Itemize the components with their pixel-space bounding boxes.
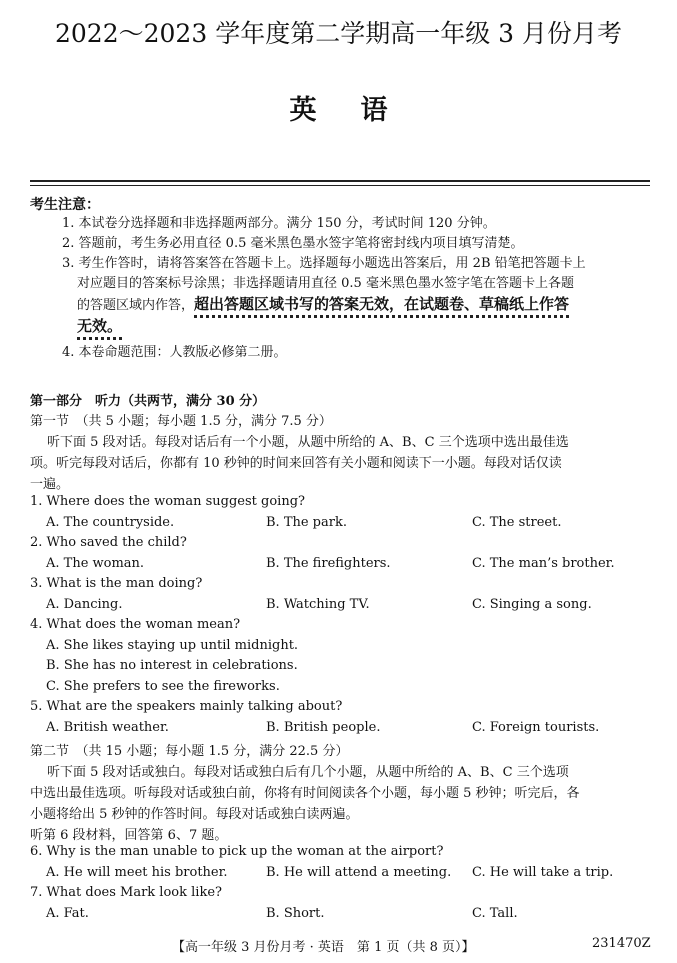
q3-option-c: C. Singing a song.: [472, 597, 592, 612]
question-2: 2. Who saved the child?: [30, 535, 187, 550]
notice-item-3-cont2: [77, 294, 650, 316]
q6-option-c: C. He will take a trip.: [472, 865, 614, 880]
q4-option-a: A. She likes staying up until midnight.: [46, 638, 299, 653]
section2-heading: 第二节 （共 15 小题；每小题 1.5 分，满分 22.5 分）: [30, 744, 349, 759]
notice-item-1: 1. 本试卷分选择题和非选择题两部分。满分 150 分，考试时间 120 分钟。: [62, 216, 496, 231]
q7-option-a: A. Fat.: [46, 906, 89, 921]
notice-item-3-text: 的答题区域内作答，: [77, 298, 195, 313]
q4-option-c: C. She prefers to see the fireworks.: [46, 679, 280, 694]
notice-item-3-cont: 对应题目的答案标号涂黑；非选择题请用直径 0.5 毫米黑色墨水签字笔在答题卡上各题: [77, 276, 574, 291]
q5-option-b: B. British people.: [266, 720, 381, 735]
section1-instruction-3: 一遍。: [30, 477, 70, 492]
question-3: 3. What is the man doing?: [30, 576, 203, 591]
q6-option-b: B. He will attend a meeting.: [266, 865, 452, 880]
q1-option-a: A. The countryside.: [46, 515, 175, 530]
exam-title: 2022～2023 学年度第二学期高一年级 3 月份月考: [55, 19, 622, 48]
q1-option-b: B. The park.: [266, 515, 347, 530]
section1-instruction-2: 项。听完每段对话后，你都有 10 秒钟的时间来回答有关小题和阅读下一小题。每段对话仅读: [30, 456, 562, 471]
section1-heading: 第一节 （共 5 小题；每小题 1.5 分，满分 7.5 分）: [30, 414, 332, 429]
notice-emphasis-end: 无效。: [77, 317, 123, 335]
page-footer: 【高一年级 3 月份月考 · 英语 第 1 页（共 8 页）】: [172, 940, 475, 955]
q3-option-a: A. Dancing.: [46, 597, 123, 612]
question-5: 5. What are the speakers mainly talking about?: [30, 699, 343, 714]
notice-item-4: 4. 本卷命题范围：人教版必修第二册。: [62, 345, 287, 360]
question-1: 1. Where does the woman suggest going?: [30, 494, 305, 509]
section2-instruction-3: 小题将给出 5 秒钟的作答时间。每段对话或独白读两遍。: [30, 807, 359, 822]
q2-option-a: A. The woman.: [46, 556, 145, 571]
part1-heading: 第一部分 听力（共两节，满分 30 分）: [30, 394, 266, 409]
section1-instruction-1: 听下面 5 段对话。每段对话后有一个小题，从题中所给的 A、B、C 三个选项中选出最佳选: [47, 435, 569, 450]
notice-item-3: 3. 考生作答时，请将答案答在答题卡上。选择题每小题选出答案后，用 2B 铅笔把答题卡上: [62, 256, 586, 271]
notice-item-2: 2. 答题前，考生务必用直径 0.5 毫米黑色墨水签字笔将密封线内项目填写清楚。: [62, 236, 524, 251]
question-4: 4. What does the woman mean?: [30, 617, 241, 632]
notice-emphasis: 超出答题区域书写的答案无效，在试题卷、草稿纸上作答: [194, 295, 570, 313]
q6-option-a: A. He will meet his brother.: [46, 865, 228, 880]
exam-code: 231470Z: [592, 936, 651, 951]
divider-thick: [30, 180, 650, 182]
q2-option-b: B. The firefighters.: [266, 556, 391, 571]
section2-instruction-1: 听下面 5 段对话或独白。每段对话或独白后有几个小题，从题中所给的 A、B、C 三个选项: [47, 765, 569, 780]
notice-heading: 考生注意：: [30, 197, 100, 213]
section2-material: 听第 6 段材料，回答第 6、7 题。: [30, 828, 228, 843]
q4-option-b: B. She has no interest in celebrations.: [46, 658, 298, 673]
q5-option-a: A. British weather.: [46, 720, 169, 735]
q1-option-c: C. The street.: [472, 515, 562, 530]
question-7: 7. What does Mark look like?: [30, 885, 222, 900]
section2-instruction-2: 中选出最佳选项。听每段对话或独白前，你将有时间阅读各个小题，每小题 5 秒钟；听完后，各: [30, 786, 580, 801]
q7-option-b: B. Short.: [266, 906, 325, 921]
subject-title: 英语: [289, 95, 432, 126]
question-6: 6. Why is the man unable to pick up the woman at the airport?: [30, 844, 444, 859]
q3-option-b: B. Watching TV.: [266, 597, 370, 612]
q2-option-c: C. The man’s brother.: [472, 556, 615, 571]
divider-thin: [30, 185, 650, 186]
notice-item-3-end: [77, 316, 650, 338]
q7-option-c: C. Tall.: [472, 906, 518, 921]
q5-option-c: C. Foreign tourists.: [472, 720, 600, 735]
